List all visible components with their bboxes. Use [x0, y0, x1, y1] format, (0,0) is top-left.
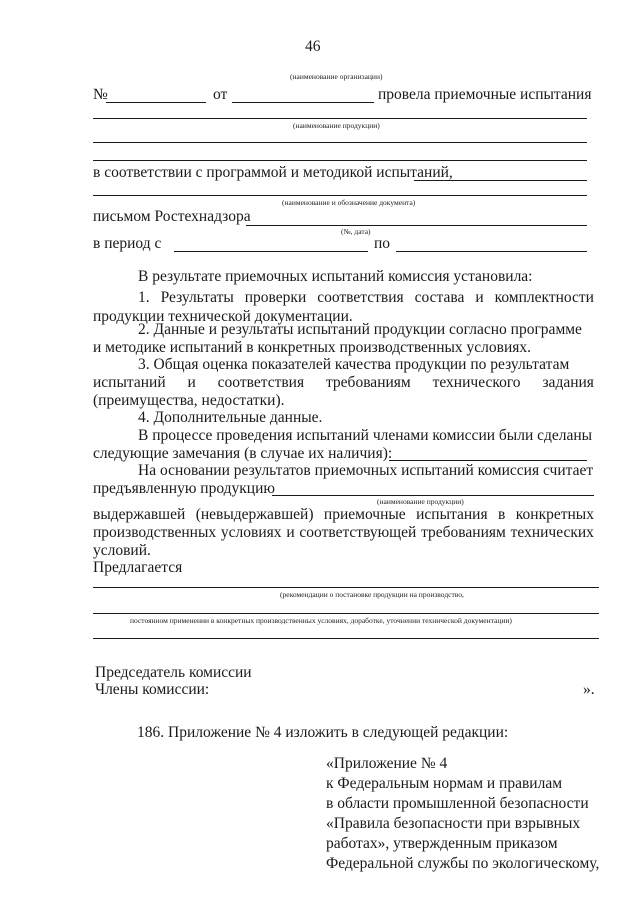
word: выдержавшей	[93, 506, 186, 523]
caption-recommend-1: (рекомендации о постановке продукции на производство,	[280, 590, 464, 599]
basis-line2: предъявленную продукцию	[93, 480, 275, 497]
caption-number-date: (№, дата)	[341, 227, 371, 236]
item4-text: 4. Дополнительные данные.	[138, 409, 323, 426]
word: испытания	[416, 506, 488, 523]
word: конкретных	[515, 506, 594, 523]
date-field-line	[232, 102, 374, 103]
word: приемочные	[323, 506, 406, 523]
word: комплектности	[494, 289, 594, 306]
product-field-line-4	[272, 495, 594, 496]
caption-organization: (наименование организации)	[290, 72, 383, 81]
recommend-field-line	[93, 587, 599, 588]
item2-line1: 2. Данные и результаты испытаний продукции согласно программе	[138, 321, 582, 338]
passed-line2	[93, 524, 594, 542]
appendix-line: «Приложение № 4	[326, 755, 448, 772]
page-number: 46	[305, 38, 321, 55]
recommend-field-line-3	[93, 638, 599, 639]
item3-line1: 3. Общая оценка показателей качества продукции по результатам	[138, 356, 570, 373]
appendix-block	[326, 754, 599, 874]
word: технических	[510, 524, 594, 541]
close-quote: ».	[583, 681, 595, 698]
word: Результаты	[160, 289, 234, 306]
amendment-text: 186. Приложение № 4 изложить в следующей редакции:	[137, 724, 509, 741]
remarks-line1: В процессе проведения испытаний членами комиссии были сделаны	[138, 427, 593, 444]
item2-line2: и методике испытаний в конкретных производственных условиях.	[93, 339, 532, 356]
period-to-field-line	[396, 251, 587, 252]
appendix-line: «Правила безопасности при взрывных	[326, 815, 581, 832]
recommend-field-line-2	[93, 613, 599, 614]
word: испытаний	[93, 374, 166, 391]
item3-line2	[93, 374, 594, 392]
caption-product-2: (наименование продукции)	[377, 497, 464, 506]
word: в	[498, 506, 506, 523]
conducted-text: провела приемочные испытания	[378, 86, 592, 103]
caption-recommend-2: постоянном применении в конкретных производственных условиях, доработке, уточнении технической документации)	[130, 616, 512, 625]
word: и	[475, 289, 484, 306]
word: соответствия	[317, 289, 404, 306]
word: требованиям	[421, 524, 506, 541]
accordance-text: в соответствии с программой и методикой испытаний,	[93, 164, 453, 181]
basis-line1: На основании результатов приемочных испытаний комиссия считает	[138, 462, 594, 479]
item3-line3: (преимущества, недостатки).	[93, 392, 285, 409]
word: и	[286, 524, 295, 541]
word: технического	[432, 374, 521, 391]
word: соответствующей	[299, 524, 417, 541]
from-label: от	[213, 86, 228, 103]
appendix-line: работах», утвержденным приказом	[326, 835, 558, 852]
caption-document: (наименование и обозначение документа)	[282, 198, 416, 207]
item1-line2: продукции технической документации.	[93, 308, 353, 325]
word: и	[187, 374, 196, 391]
remarks-line2: следующие замечания (в случае их наличия):	[93, 445, 393, 462]
word: 1.	[138, 289, 150, 306]
appendix-line: в области промышленной безопасности	[326, 795, 589, 812]
document-field-line	[93, 195, 587, 196]
word: задания	[542, 374, 594, 391]
word: проверки	[244, 289, 307, 306]
period-from-field-line	[174, 251, 368, 252]
appendix-line: Федеральной службы по экологическому,	[326, 855, 600, 872]
item1-line1	[138, 289, 594, 307]
word: производственных	[93, 524, 217, 541]
word: требованиям	[325, 374, 411, 391]
intro-text: В результате приемочных испытаний комиссия установила:	[138, 268, 533, 285]
passed-line1	[93, 506, 594, 524]
accordance-field-line	[414, 180, 587, 181]
product-field-line-3	[93, 160, 587, 161]
word: соответствия	[217, 374, 305, 391]
period-to-label: по	[374, 235, 391, 252]
period-from-label: в период с	[93, 235, 162, 252]
product-field-line	[93, 118, 587, 119]
product-field-line-2	[93, 142, 587, 143]
word: состава	[414, 289, 465, 306]
caption-product: (наименование продукции)	[293, 121, 380, 130]
word: (невыдержавшей)	[195, 506, 314, 523]
chairman-label: Председатель комиссии	[95, 664, 252, 681]
number-label: №	[93, 86, 108, 103]
members-label: Члены комиссии:	[95, 681, 210, 698]
appendix-line: к Федеральным нормам и правилам	[326, 775, 563, 792]
letter-field-line	[246, 225, 587, 226]
remarks-field-line	[389, 460, 587, 461]
passed-line3: условий.	[93, 542, 151, 559]
proposed-text: Предлагается	[93, 559, 183, 576]
word: условиях	[220, 524, 282, 541]
number-field-line	[106, 102, 206, 103]
letter-text: письмом Ростехнадзора	[93, 208, 251, 225]
